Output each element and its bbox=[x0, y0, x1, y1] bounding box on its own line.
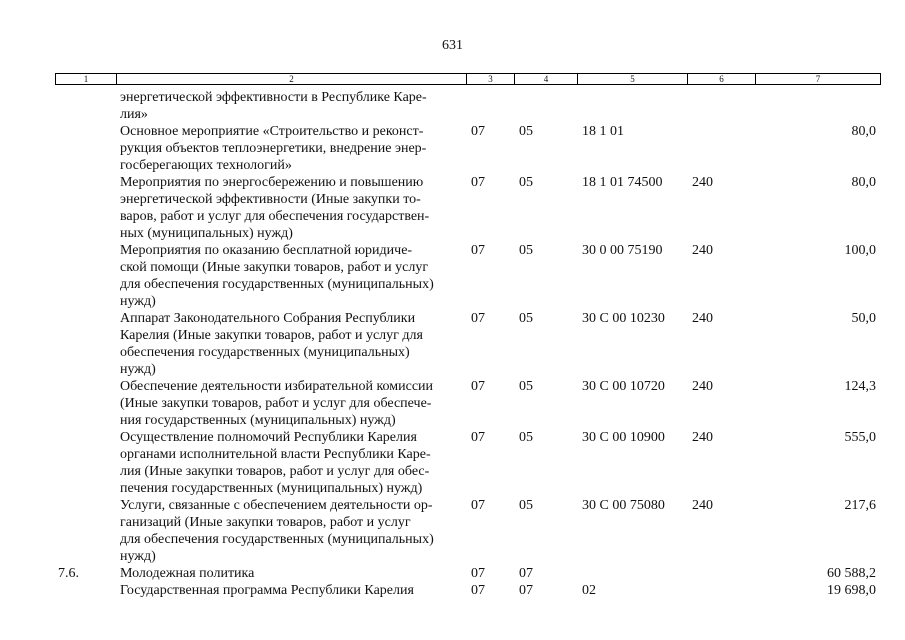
expense-type-code: 240 bbox=[692, 498, 713, 513]
description-line: Основное мероприятие «Строительство и реконст- bbox=[120, 124, 424, 139]
description-line: нужд) bbox=[120, 362, 156, 377]
section-code: 07 bbox=[471, 243, 485, 258]
description-line: Обеспечение деятельности избирательной комиссии bbox=[120, 379, 434, 394]
target-article-code: 18 1 01 74500 bbox=[582, 175, 663, 190]
section-code: 07 bbox=[471, 566, 485, 581]
expense-type-code: 240 bbox=[692, 379, 713, 394]
subsection-code: 05 bbox=[519, 498, 533, 513]
column-header-7: 7 bbox=[756, 74, 881, 85]
subsection-code: 05 bbox=[519, 430, 533, 445]
column-header-5: 5 bbox=[578, 74, 688, 85]
description-line: нужд) bbox=[120, 549, 156, 564]
subsection-code: 05 bbox=[519, 175, 533, 190]
row-description bbox=[120, 310, 470, 378]
subsection-code: 05 bbox=[519, 379, 533, 394]
expense-type-code: 240 bbox=[692, 311, 713, 326]
column-header-row bbox=[55, 73, 881, 85]
section-code: 07 bbox=[471, 379, 485, 394]
description-line: нужд) bbox=[120, 294, 156, 309]
target-article-code: 30 0 00 75190 bbox=[582, 243, 663, 258]
description-line: для обеспечения государственных (муниципальных) bbox=[120, 277, 434, 292]
target-article-code: 30 С 00 10900 bbox=[582, 430, 665, 445]
section-code: 07 bbox=[471, 175, 485, 190]
description-line: Мероприятия по энергосбережению и повышению bbox=[120, 175, 424, 190]
description-line: ных (муниципальных) нужд) bbox=[120, 226, 293, 241]
row-number: 7.6. bbox=[58, 566, 79, 581]
subsection-code: 05 bbox=[519, 124, 533, 139]
description-line: Карелия (Иные закупки товаров, работ и услуг для bbox=[120, 328, 423, 343]
row-description bbox=[120, 242, 470, 310]
page-number: 631 bbox=[442, 38, 463, 53]
row-description bbox=[120, 497, 470, 565]
description-line: лия» bbox=[120, 107, 148, 122]
description-line: органами исполнительной власти Республики Каре- bbox=[120, 447, 431, 462]
amount-value: 555,0 bbox=[844, 430, 876, 445]
description-line: госберегающих технологий» bbox=[120, 158, 292, 173]
amount-value: 50,0 bbox=[851, 311, 876, 326]
amount-value: 80,0 bbox=[851, 175, 876, 190]
section-code: 07 bbox=[471, 430, 485, 445]
description-line: (Иные закупки товаров, работ и услуг для обеспече- bbox=[120, 396, 432, 411]
amount-value: 19 698,0 bbox=[827, 583, 876, 598]
subsection-code: 07 bbox=[519, 566, 533, 581]
column-header-3: 3 bbox=[467, 74, 515, 85]
row-description bbox=[120, 429, 470, 497]
row-description bbox=[120, 89, 470, 123]
amount-value: 60 588,2 bbox=[827, 566, 876, 581]
amount-value: 100,0 bbox=[844, 243, 876, 258]
section-code: 07 bbox=[471, 583, 485, 598]
column-header-2: 2 bbox=[117, 74, 467, 85]
expense-type-code: 240 bbox=[692, 175, 713, 190]
target-article-code: 30 С 00 10720 bbox=[582, 379, 665, 394]
description-line: Мероприятия по оказанию бесплатной юридиче- bbox=[120, 243, 413, 258]
column-header-6: 6 bbox=[688, 74, 756, 85]
description-line: Осуществление полномочий Республики Карелия bbox=[120, 430, 417, 445]
description-line: лия (Иные закупки товаров, работ и услуг для обес- bbox=[120, 464, 430, 479]
subsection-code: 05 bbox=[519, 311, 533, 326]
target-article-code: 30 С 00 10230 bbox=[582, 311, 665, 326]
amount-value: 124,3 bbox=[844, 379, 876, 394]
description-line: ской помощи (Иные закупки товаров, работ и услуг bbox=[120, 260, 429, 275]
section-code: 07 bbox=[471, 311, 485, 326]
description-line: печения государственных (муниципальных) нужд) bbox=[120, 481, 423, 496]
row-description bbox=[120, 174, 470, 242]
description-line: рукция объектов теплоэнергетики, внедрение энер- bbox=[120, 141, 427, 156]
column-header-4: 4 bbox=[515, 74, 578, 85]
description-line: энергетической эффективности в Республике Каре- bbox=[120, 90, 427, 105]
row-description bbox=[120, 123, 470, 174]
description-line: энергетической эффективности (Иные закупки то- bbox=[120, 192, 421, 207]
description-line: Молодежная политика bbox=[120, 566, 255, 581]
target-article-code: 30 С 00 75080 bbox=[582, 498, 665, 513]
section-code: 07 bbox=[471, 498, 485, 513]
description-line: обеспечения государственных (муниципальных) bbox=[120, 345, 410, 360]
row-description bbox=[120, 565, 470, 582]
section-code: 07 bbox=[471, 124, 485, 139]
description-line: для обеспечения государственных (муниципальных) bbox=[120, 532, 434, 547]
row-description bbox=[120, 378, 470, 429]
amount-value: 217,6 bbox=[844, 498, 876, 513]
expense-type-code: 240 bbox=[692, 430, 713, 445]
expense-type-code: 240 bbox=[692, 243, 713, 258]
subsection-code: 07 bbox=[519, 583, 533, 598]
subsection-code: 05 bbox=[519, 243, 533, 258]
row-description bbox=[120, 582, 470, 599]
column-header-1: 1 bbox=[56, 74, 117, 85]
amount-value: 80,0 bbox=[851, 124, 876, 139]
description-line: Услуги, связанные с обеспечением деятельности ор- bbox=[120, 498, 433, 513]
description-line: ния государственных (муниципальных) нужд) bbox=[120, 413, 396, 428]
target-article-code: 18 1 01 bbox=[582, 124, 624, 139]
description-line: Государственная программа Республики Карелия bbox=[120, 583, 414, 598]
description-line: варов, работ и услуг для обеспечения государствен- bbox=[120, 209, 430, 224]
target-article-code: 02 bbox=[582, 583, 596, 598]
description-line: Аппарат Законодательного Собрания Республики bbox=[120, 311, 416, 326]
description-line: ганизаций (Иные закупки товаров, работ и услуг bbox=[120, 515, 411, 530]
